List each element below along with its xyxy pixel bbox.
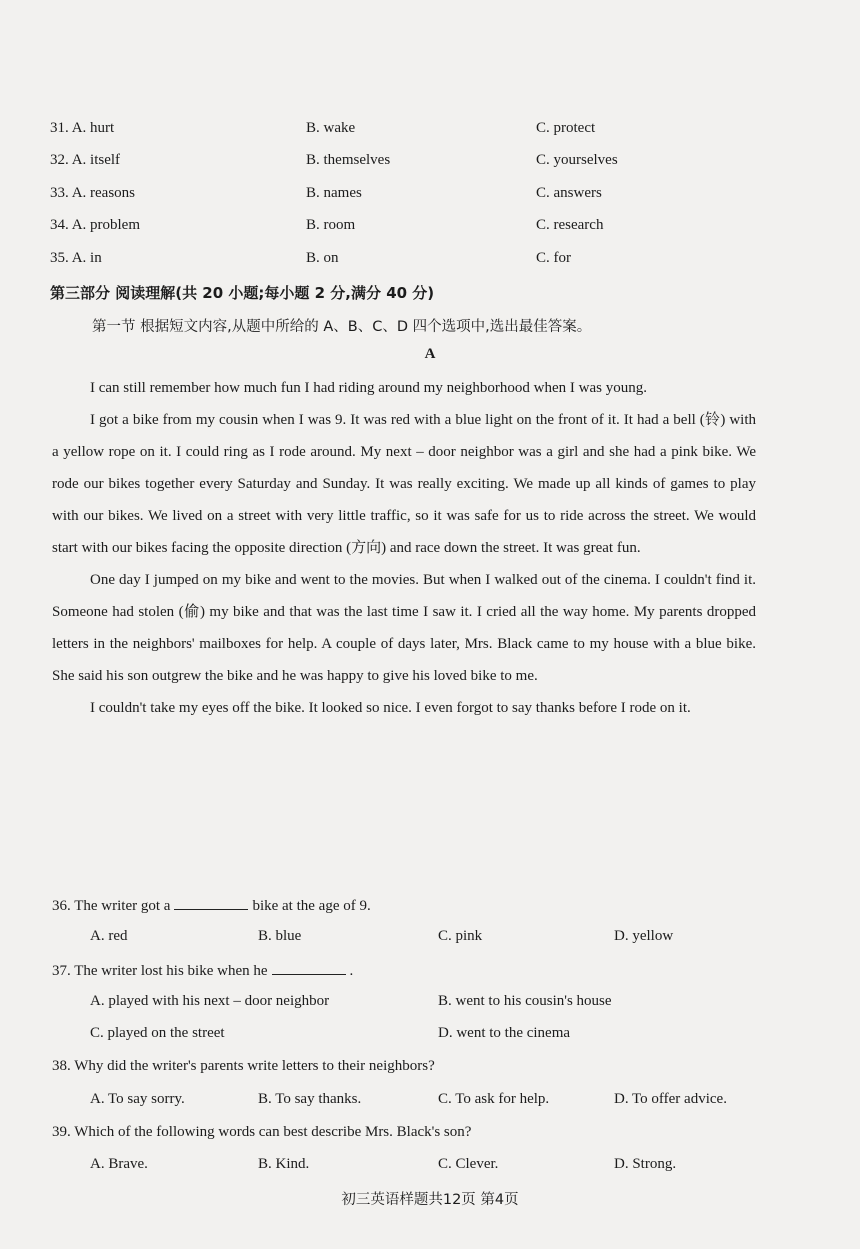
passage-paragraph: I got a bike from my cousin when I was 9. It was red with a blue light on the front of it. It had a bell (铃) with a yellow rope on it. I could ring as I rode around. My next – door neighbor was a girl and she had a pink bike. We rode our bikes together every Saturday and Sunday. It was really exciting. We made up all kinds of games to play with our bikes. We lived on a street with very little traffic, so it was safe for us to ride across the street. We would start with our bikes facing the opposite direction (方向) and race down the street. It was great fun. bbox=[52, 412, 756, 556]
option-b: B. room bbox=[306, 217, 356, 233]
option-a bbox=[50, 217, 140, 234]
section-instruction: 第一节 根据短文内容,从题中所给的 A、B、C、D 四个选项中,选出最佳答案。 bbox=[92, 319, 592, 335]
question-text-end: bike at the age of 9. bbox=[252, 898, 371, 914]
question-text: 36. The writer got a bbox=[52, 898, 171, 914]
option-c: C. yourselves bbox=[536, 152, 618, 168]
option-a-text: A. hurt bbox=[71, 120, 115, 136]
section-heading: 第三部分 阅读理解(共 20 小题;每小题 2 分,满分 40 分) bbox=[50, 284, 435, 302]
question-number: 31. bbox=[50, 120, 69, 136]
option-b: B. names bbox=[306, 185, 362, 201]
choice-d: D. yellow bbox=[614, 928, 674, 944]
choice-c: C. pink bbox=[438, 928, 483, 944]
choice-a: A. Brave. bbox=[90, 1156, 148, 1172]
passage-paragraph: I couldn't take my eyes off the bike. It looked so nice. I even forgot to say thanks before I rode on it. bbox=[90, 700, 691, 716]
choice-a: A. played with his next – door neighbor bbox=[90, 993, 330, 1009]
option-a bbox=[50, 120, 114, 137]
question-36-stem bbox=[52, 895, 371, 915]
question-number: 35. bbox=[50, 250, 69, 266]
option-a-text: A. itself bbox=[71, 152, 121, 168]
question-38-stem: 38. Why did the writer's parents write letters to their neighbors? bbox=[52, 1058, 435, 1074]
option-b: B. wake bbox=[306, 120, 356, 136]
choice-c: C. To ask for help. bbox=[438, 1091, 550, 1107]
cloze-option-row bbox=[0, 152, 860, 182]
question-number: 34. bbox=[50, 217, 69, 233]
option-c: C. research bbox=[536, 217, 604, 233]
choice-b: B. went to his cousin's house bbox=[438, 993, 612, 1009]
passage-title: A bbox=[424, 346, 436, 362]
option-b: B. on bbox=[306, 250, 339, 266]
choice-a: A. To say sorry. bbox=[90, 1091, 185, 1107]
page-footer: 初三英语样题共12页 第4页 bbox=[341, 1192, 519, 1208]
question-39-stem: 39. Which of the following words can best describe Mrs. Black's son? bbox=[52, 1124, 472, 1140]
question-37-stem bbox=[52, 960, 353, 980]
option-a-text: A. in bbox=[71, 250, 102, 266]
option-a bbox=[50, 152, 120, 169]
option-a bbox=[50, 185, 135, 202]
cloze-option-row bbox=[0, 185, 860, 215]
reading-passage bbox=[52, 372, 756, 724]
choice-d: D. To offer advice. bbox=[614, 1091, 727, 1107]
choice-b: B. Kind. bbox=[258, 1156, 310, 1172]
option-a bbox=[50, 250, 102, 267]
option-a-text: A. problem bbox=[71, 217, 141, 233]
choice-c: C. played on the street bbox=[90, 1025, 225, 1041]
question-number: 32. bbox=[50, 152, 69, 168]
option-c: C. answers bbox=[536, 185, 602, 201]
choice-b: B. To say thanks. bbox=[258, 1091, 362, 1107]
cloze-option-row bbox=[0, 217, 860, 247]
passage-paragraph: One day I jumped on my bike and went to the movies. But when I walked out of the cinema. I couldn't find it. Someone had stolen (偷) my bike and that was the last time I saw it. I cried all the way home. My parents dropped letters in the neighbors' mailboxes for help. A couple of days later, Mrs. Black came to my house with a blue bike. She said his son outgrew the bike and he was happy to give his loved bike to me. bbox=[52, 572, 756, 684]
choice-d: D. went to the cinema bbox=[438, 1025, 571, 1041]
question-text: 37. The writer lost his bike when he bbox=[52, 963, 268, 979]
cloze-option-row bbox=[0, 250, 860, 280]
question-text-end: . bbox=[349, 963, 354, 979]
choice-b: B. blue bbox=[258, 928, 302, 944]
answer-blank bbox=[174, 895, 248, 910]
passage-paragraph: I can still remember how much fun I had riding around my neighborhood when I was young. bbox=[90, 380, 647, 396]
choice-c: C. Clever. bbox=[438, 1156, 499, 1172]
cloze-option-row bbox=[0, 120, 860, 150]
option-b: B. themselves bbox=[306, 152, 391, 168]
option-c: C. for bbox=[536, 250, 571, 266]
answer-blank bbox=[272, 960, 346, 975]
option-a-text: A. reasons bbox=[71, 185, 136, 201]
choice-a: A. red bbox=[90, 928, 128, 944]
question-number: 33. bbox=[50, 185, 69, 201]
choice-d: D. Strong. bbox=[614, 1156, 677, 1172]
option-c: C. protect bbox=[536, 120, 596, 136]
